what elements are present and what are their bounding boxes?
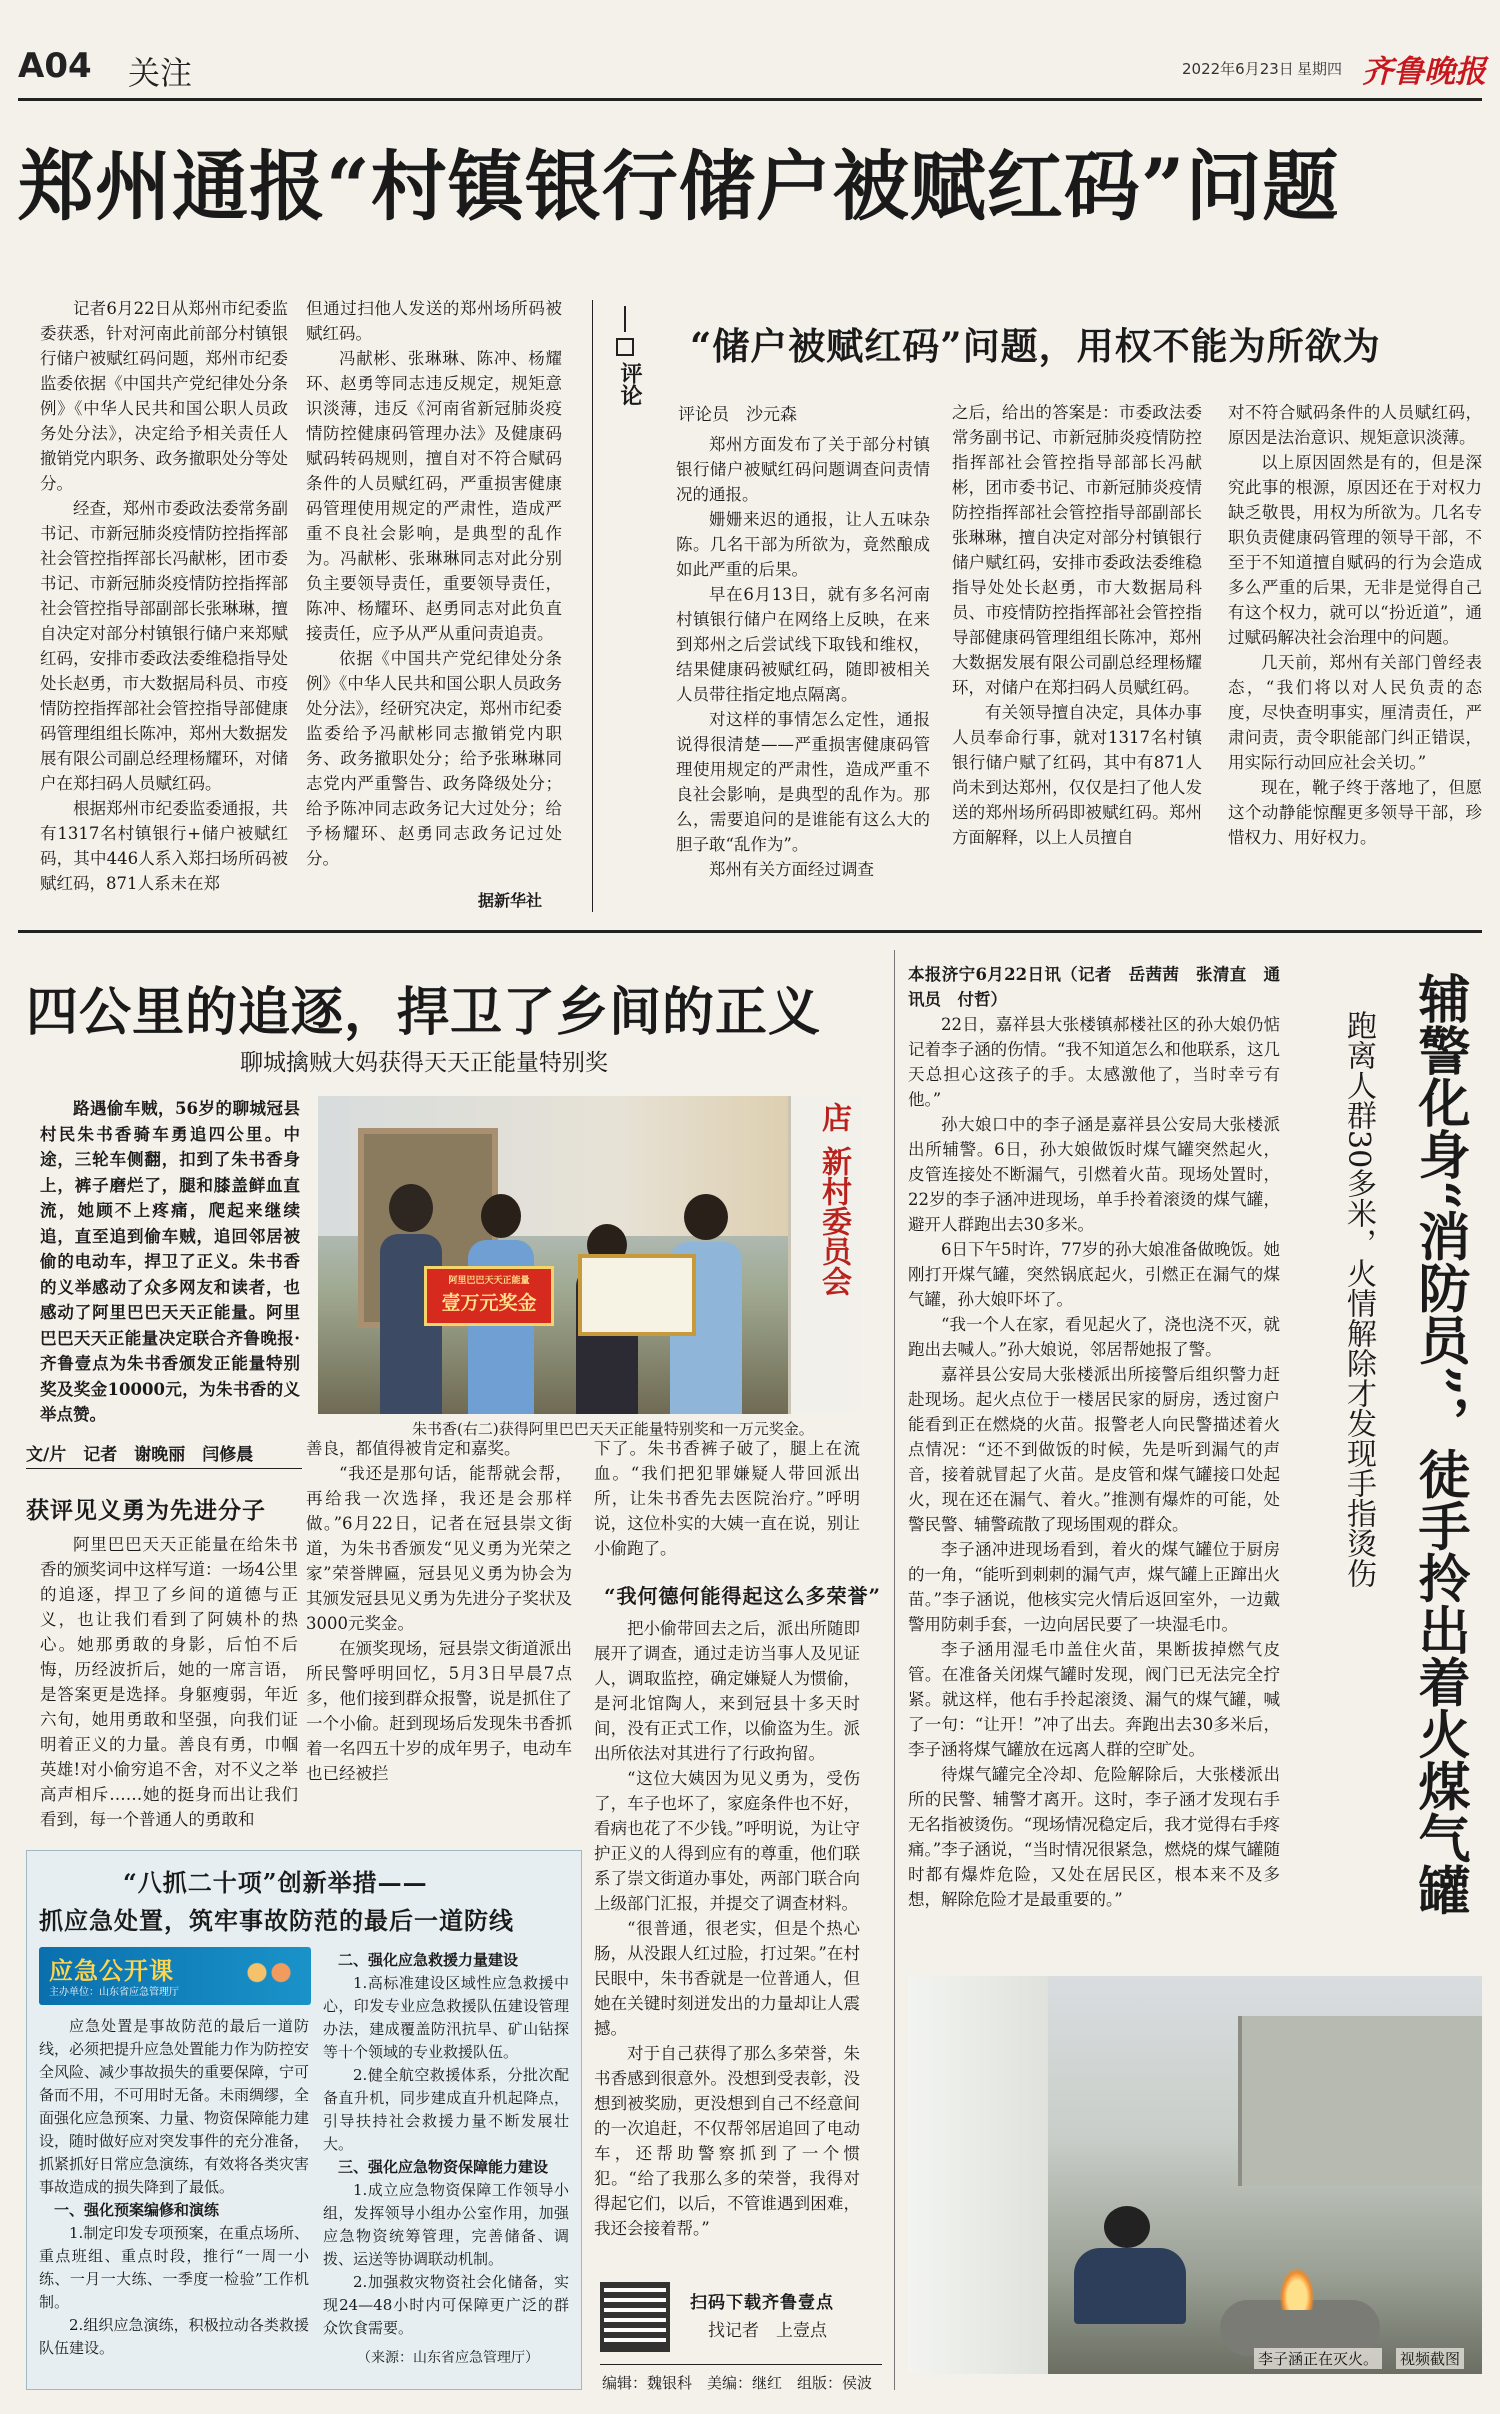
news-source: 据新华社: [478, 891, 543, 910]
village-sign: [788, 1096, 862, 1414]
story-col1: [40, 1532, 298, 1832]
certificate: [578, 1254, 696, 1336]
paragraph: 2.组织应急演练，积极拉动各类救援队伍建设。: [39, 2316, 309, 2357]
paragraph: 对于自己获得了那么多荣誉，朱书香感到很意外。没想到受表彰，没想到被奖励，更没想到自己不经意间的一次追赶，不仅帮邻居追回了电动车，还帮助警察抓到了一个惯犯。“给了我那么多的荣誉，我得对得起它们，以后，不管谁遇到困难，我还会接着帮。”: [594, 2044, 860, 2238]
paragraph: 郑州有关方面经过调查: [709, 860, 874, 879]
village-sign-text-1: 店: [816, 1102, 851, 1132]
paragraph: 应急处置是事故防范的最后一道防线，必须把提升应急处置能力作为防控安全风险、减少事故损失的重要保障，宁可备而不用，不可用时无备。未雨绸缪，全面强化应急预案、力量、物资保障能力建设，随时做好应对突发事件的充分准备，抓紧抓好日常应急演练，有效将各类灾害事故造成的损失降到了最低。: [39, 2017, 310, 2196]
top-story-col1: [40, 296, 288, 896]
cabinet: [1238, 2016, 1482, 2186]
top-headline: 郑州通报“村镇银行储户被赋红码”问题: [18, 142, 1340, 231]
paragraph: 几天前，郑州有关部门曾经表态，“我们将以对人民负责的态度，尽快查明事实，厘清责任，严肃问责，责令职能部门纠正错误，用实际行动回应社会关切。”: [1228, 653, 1482, 772]
paragraph: 根据郑州市纪委监委通报，共有1317名村镇银行+储户被赋红码，其中446人系入郑扫场所码被赋红码，871人系未在郑: [40, 799, 288, 893]
comment-icon: [616, 338, 634, 356]
village-sign-text-2: 新村委员会: [816, 1146, 851, 1296]
fire-photo: [908, 1976, 1482, 2374]
right-story-subtitle: 跑离人群30多米，火情解除才发现手指烫伤: [1341, 1010, 1376, 1589]
lead-paragraph: 路遇偷车贼，56岁的聊城冠县村民朱书香骑车勇追四公里。中途，三轮车侧翻，扣到了朱书香身上，裤子磨烂了，腿和膝盖鲜血直流，她顾不上疼痛，爬起来继续追，直至追到偷车贼，追回邻居被偷的电动车，捍卫了正义。朱书香的义举感动了众多网友和读者，也感动了阿里巴巴天天正能量。阿里巴巴天天正能量决定联合齐鲁晚报·齐鲁壹点为朱书香颁发正能量特别奖及奖金10000元，为朱书香的义举点赞。: [40, 1099, 300, 1424]
people-icon: [239, 1955, 299, 1999]
paragraph: 在颁奖现场，冠县崇文街道派出所民警呼明回忆，5月3日早晨7点多，他们接到群众报警，说是抓住了一个小偷。赶到现场后发现朱书香抓着一名四五十岁的成年男子，电动车也已经被拦: [306, 1639, 572, 1783]
paragraph: 冯献彬、张琳琳、陈冲、杨耀环、赵勇等同志违反规定，规矩意识淡薄，违反《河南省新冠肺炎疫情防控健康码管理办法》及健康码赋码转码规则，擅自对不符合赋码条件的人员赋红码，严重损害健康码管理使用规定的严肃性，造成严重不良社会影响，是典型的乱作为。冯献彬、张琳琳同志对此分别负主要领导责任，重要领导责任，陈冲、杨耀环、赵勇同志对此负直接责任，应予从严从重问责追责。: [306, 349, 562, 643]
story-byline: 文/片 记者 谢晚丽 闫修晨: [26, 1445, 254, 1465]
heading: 一、强化预案编修和演练: [54, 2201, 220, 2219]
paragraph: 1.成立应急物资保障工作领导小组，发挥领导小组办公室作用，加强应急物资统筹管理，完善储备、调拨、运送等协调联动机制。: [323, 2181, 569, 2268]
paragraph: 有关领导擅自决定，具体办事人员奉命行事，就对1317名村镇银行储户赋了红码，其中有871人尚未到达郑州，仅仅是扫了他人发送的郑州场所码即被赋红码。郑州方面解释，以上人员擅自: [952, 703, 1202, 847]
editors-credit: 编辑：魏银科 美编：继红 组版：侯波: [602, 2374, 873, 2392]
paragraph: 经查，郑州市委政法委常务副书记、市新冠肺炎疫情防控指挥部社会管控指挥部长冯献彬，团市委书记、市新冠肺炎疫情防控指挥部社会管控指导部副部长张琳琳，擅自决定对部分村镇银行储户来郑赋红码，安排市委政法委维稳指导处处长赵勇，市大数据局科员、市疫情防控指挥部社会管控指导部健康码管理组组长陈冲，郑州大数据发展有限公司副总经理杨耀环，对储户在郑扫码人员赋红码。: [40, 499, 288, 793]
fire-photo-caption: 李子涵正在灭火。: [1254, 2348, 1382, 2369]
paragraph: “这位大姨因为见义勇为，受伤了，车子也坏了，家庭条件也不好，看病也花了不少钱。”呼明说，为让守护正义的人得到应有的尊重，他们联系了崇文街道办事处，两部门联合向上级部门汇报，并提交了调查材料。: [594, 1769, 860, 1913]
paragraph: 待煤气罐完全冷却、危险解除后，大张楼派出所的民警、辅警才离开。这时，李子涵才发现右手无名指被烫伤。“现场情况稳定后，我才觉得右手疼痛。”李子涵说，“当时情况很紧急，燃烧的煤气罐随时都有爆炸危险，又处在居民区，根本来不及多想，解除危险才是最重要的。”: [908, 1765, 1280, 1909]
paragraph: 对不符合赋码条件的人员赋红码，原因是法治意识、规矩意识淡薄。: [1228, 403, 1482, 447]
story-lead: [40, 1096, 300, 1428]
award-banner: [424, 1266, 554, 1326]
paragraph: 姗姗来迟的通报，让人五味杂陈。几名干部为所欲为，竟然酿成如此严重的后果。: [676, 510, 930, 579]
paragraph: 22日，嘉祥县大张楼镇郝楼社区的孙大娘仍惦记着李子涵的伤情。“我不知道怎么和他联系，这几天总担心这孩子的手。太感激他了，当时幸亏有他。”: [908, 1015, 1280, 1109]
comment-label: [612, 306, 642, 406]
window-light: [908, 1976, 1048, 2374]
emergency-box: [26, 1850, 582, 2390]
story-headline: 四公里的追逐，捍卫了乡间的正义: [26, 982, 822, 1043]
emergency-logo-text: 应急公开课: [49, 1956, 174, 1985]
comment-byline: 评论员 沙元森: [678, 405, 797, 425]
paragraph: 把小偷带回去之后，派出所随即展开了调查，通过走访当事人及见证人，调取监控，确定嫌疑人为惯偷，是河北馆陶人，来到冠县十多天时间，没有正式工作，以偷盗为生。派出所依法对其进行了行政拘留。: [594, 1619, 860, 1763]
story-subtitle: 聊城擒贼大妈获得天天正能量特别奖: [240, 1050, 608, 1076]
paragraph: 之后，给出的答案是：市委政法委常务副书记、市新冠肺炎疫情防控指挥部社会管控指导部部长冯献彬，团市委书记、市新冠肺炎疫情防控指挥部社会管控指导部副部长张琳琳，擅自决定对部分村镇银行储户赋红码，安排市委政法委维稳指导处处长赵勇，市大数据局科员、市疫情防控指挥部社会管控指导部健康码管理组组长陈冲，郑州大数据发展有限公司副总经理杨耀环，对储户在郑扫码人员赋红码。: [952, 403, 1202, 697]
story-col3b: [594, 1616, 860, 2241]
paragraph: 1.制定印发专项预案，在重点场所、重点班组、重点时段，推行“一周一小练、一月一大练、一季度一检验”工作机制。: [39, 2224, 309, 2311]
paragraph: 2.健全航空救援体系，分批次配备直升机，同步建成直升机起降点，引导扶持社会救援力量不断发展壮大。: [323, 2066, 569, 2153]
emergency-title-1: “八抓二十项”创新举措——: [123, 1868, 428, 1897]
qr-text-1: 扫码下载齐鲁壹点: [690, 2293, 834, 2313]
section-rule: [18, 930, 1482, 933]
paragraph: 对这样的事情怎么定性，通报说得很清楚——严重损害健康码管理使用规定的严肃性，造成严重不良社会影响，是典型的乱作为。那么，需要追问的是谁能有这么大的胆子敢“乱作为”。: [676, 710, 930, 854]
paragraph: 李子涵用湿毛巾盖住火苗，果断拔掉燃气皮管。在准备关闭煤气罐时发现，阀门已无法完全拧紧。就这样，他右手拎起滚烫、漏气的煤气罐，喊了一句：“让开！”冲了出去。奔跑出去30多米后，李子涵将煤气罐放在远离人群的空旷处。: [908, 1640, 1280, 1759]
award-banner-line-1: 阿里巴巴天天正能量: [448, 1276, 530, 1286]
emergency-source: （来源：山东省应急管理厅）: [357, 2350, 539, 2366]
paragraph: 下了。朱书香裤子破了，腿上在流血。“我们把犯罪嫌疑人带回派出所，让朱书香先去医院治疗。”呼明说，这位朴实的大姨一直在说，别让小偷跑了。: [594, 1439, 860, 1558]
comment-label-text: 评论: [617, 362, 642, 406]
comment-col3: [1228, 400, 1482, 850]
story-col3: [594, 1436, 860, 1561]
page-header: [0, 0, 1500, 100]
header-rule: [18, 98, 1482, 101]
flame-icon: [1280, 2268, 1314, 2310]
comment-title: “储户被赋红码”问题，用权不能为所欲为: [690, 324, 1381, 368]
paragraph: 嘉祥县公安局大张楼派出所接警后组织警力赶赴现场。起火点位于一楼居民家的厨房，透过窗户能看到正在燃烧的火苗。报警老人向民警描述着火点情况：“还不到做饭的时候，先是听到漏气的声音，接着就冒起了火苗。是皮管和煤气罐接口处起火，现在还在漏气、着火。”推测有爆炸的可能，处警民警、辅警疏散了现场围观的群众。: [908, 1365, 1280, 1534]
story-byline: 本报济宁6月22日讯（记者 岳茜茜 张清直 通讯员 付哲）: [908, 965, 1280, 1009]
officer-figure: [1074, 2206, 1186, 2326]
heading: 二、强化应急救援力量建设: [338, 1951, 519, 1969]
footer-rule: [600, 2364, 882, 2365]
emergency-right-col: [323, 1949, 569, 2340]
paragraph: 但通过扫他人发送的郑州场所码被赋红码。: [306, 299, 562, 343]
paragraph: 2.加强救灾物资社会化储备，实现24—48小时内可保障更广泛的群众饮食需要。: [323, 2273, 569, 2337]
paragraph: “很普通，很老实，但是个热心肠，从没跟人红过脸，打过架。”在村民眼中，朱书香就是一位普通人，但她在关键时刻迸发出的力量却让人震撼。: [594, 1919, 860, 2038]
story-col3-title: “我何德何能得起这么多荣誉”: [604, 1584, 882, 1608]
masthead-logo: 齐鲁晚报: [1362, 54, 1486, 90]
byline-rule: [26, 1468, 302, 1469]
paragraph: 善良，都值得被肯定和嘉奖。: [306, 1439, 521, 1458]
paragraph: 孙大娘口中的李子涵是嘉祥县公安局大张楼派出所辅警。6日，孙大娘做饭时煤气罐突然起火，皮管连接处不断漏气，引燃着火苗。现场处置时，22岁的李子涵冲进现场，单手拎着滚烫的煤气罐，避开人群跑出去30多米。: [908, 1115, 1280, 1234]
qr-text-2: 找记者 上壹点: [708, 2321, 827, 2341]
page-code: A04: [18, 46, 92, 86]
paragraph: 6日下午5时许，77岁的孙大娘准备做晚饭。她刚打开煤气罐，突然锅底起火，引燃正在漏气的煤气罐，孙大娘吓坏了。: [908, 1240, 1280, 1309]
paragraph: 阿里巴巴天天正能量在给朱书香的颁奖词中这样写道：一场4公里的追逐，捍卫了乡间的道德与正义，也让我们看到了阿姨朴的热心。她那勇敢的身影，后怕不后悔，历经波折后，她的一席言语，是答案更是选择。身躯瘦弱，年近六旬，她用勇敢和坚强，向我们证明着正义的力量。善良有勇，巾帼英雄!对小偷穷追不舍，对不义之举高声相斥……她的挺身而出让我们看到，每一个普通人的勇敢和: [40, 1535, 298, 1829]
comment-col1: [676, 432, 930, 882]
vertical-divider: [894, 950, 895, 2390]
photo-caption: 朱书香(右二)获得阿里巴巴天天正能量特别奖和一万元奖金。: [412, 1420, 814, 1438]
subsection-title: 获评见义勇为先进分子: [26, 1497, 266, 1524]
emergency-left-col: [39, 2015, 309, 2360]
emergency-title-2: 抓应急处置，筑牢事故防范的最后一道防线: [39, 1906, 514, 1935]
paragraph: 早在6月13日，就有多名河南村镇银行储户在网络上反映，在来到郑州之后尝试线下取钱和维权，结果健康码被赋红码，随即被相关人员带往指定地点隔离。: [676, 585, 930, 704]
emergency-logo-sub: 主办单位：山东省应急管理厅: [49, 1987, 179, 1998]
paragraph: 1.高标准建设区域性应急救援中心，印发专业应急救援队伍建设管理办法，建成覆盖防汛抗旱、矿山钻探等十个领域的专业救援队伍。: [323, 1974, 569, 2061]
award-photo: [318, 1096, 862, 1414]
right-story-text: [908, 962, 1280, 1912]
top-story-col2: [306, 296, 562, 871]
section-name: 关注: [128, 54, 193, 92]
story-col2: [306, 1436, 572, 1786]
column-rule: [592, 300, 593, 912]
award-banner-line-2: 壹万元奖金: [441, 1292, 537, 1314]
paragraph: 依据《中国共产党纪律处分条例》《中华人民共和国公职人员政务处分法》，经研究决定，郑州市纪委监委给予冯献彬同志撤销党内职务、政务撤职处分；给予张琳琳同志党内严重警告、政务降级处分；给予陈冲同志政务记大过处分；给予杨耀环、赵勇同志政务记过处分。: [306, 649, 562, 868]
paragraph: “我还是那句话，能帮就会帮，再给我一次选择，我还是会那样做。”6月22日，记者在冠县崇文街道，为朱书香颁发“见义勇为光荣之家”荣誉牌匾，冠县见义勇为协会为其颁发冠县见义勇为先进分子奖状及3000元奖金。: [306, 1464, 572, 1633]
paragraph: 记者6月22日从郑州市纪委监委获悉，针对河南此前部分村镇银行储户被赋红码问题，郑州市纪委监委依据《中国共产党纪律处分条例》《中华人民共和国公职人员政务处分法》，决定给予相关责任人撤销党内职务、政务撤职处分等处分。: [40, 299, 288, 493]
paragraph: 郑州方面发布了关于部分村镇银行储户被赋红码问题调查问责情况的通报。: [676, 435, 930, 504]
paragraph: 李子涵冲进现场看到，着火的煤气罐位于厨房的一角，“能听到刺刺的漏气声，煤气罐上正蹿出火苗。”李子涵说，他核实完火情后返回室外，一边戴警用防刺手套，一边向居民要了一块湿毛巾。: [908, 1540, 1280, 1634]
paragraph: 现在，靴子终于落地了，但愿这个动静能惊醒更多领导干部，珍惜权力、用好权力。: [1228, 778, 1482, 847]
issue-date: 2022年6月23日: [1182, 60, 1294, 78]
comment-col2: [952, 400, 1202, 850]
fire-photo-source: 视频截图: [1396, 2348, 1464, 2369]
emergency-logo: [39, 1947, 311, 2005]
issue-weekday: 星期四: [1297, 60, 1343, 78]
paragraph: “我一个人在家，看见起火了，浇也浇不灭，就跑出去喊人。”孙大娘说，邻居帮她报了警。: [908, 1315, 1280, 1359]
paragraph: 以上原因固然是有的，但是深究此事的根源，原因还在于对权力缺乏敬畏，用权为所欲为。几名专职负责健康码管理的领导干部，不至于不知道擅自赋码的行为会造成多么严重的后果，无非是觉得自己有这个权力，就可以“扮近道”，通过赋码解决社会治理中的问题。: [1228, 453, 1482, 647]
right-story-headline: 辅警化身“消防员”，徒手拎出着火煤气罐: [1409, 972, 1470, 1916]
qr-code[interactable]: [600, 2282, 670, 2352]
heading: 三、强化应急物资保障能力建设: [338, 2158, 549, 2176]
